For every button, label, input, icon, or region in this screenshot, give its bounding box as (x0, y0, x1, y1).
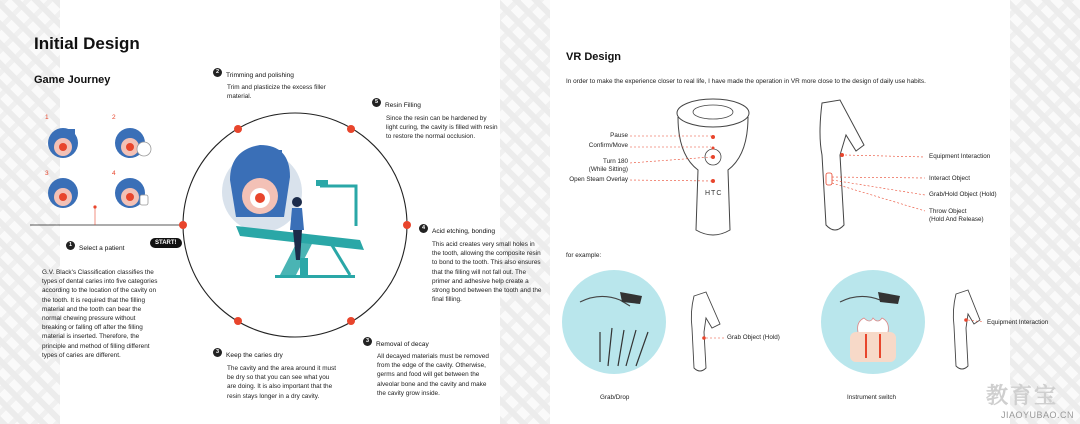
step-5 (372, 94, 421, 112)
label-pause: Pause (610, 132, 628, 139)
thumb-number-4: 4 (112, 170, 116, 177)
label-confirm-move: Confirm/Move (588, 142, 628, 149)
example-label: for example: (566, 252, 602, 259)
journey-node-4 (403, 221, 411, 229)
controller-leader-lines (630, 136, 711, 181)
step-6-text: All decayed materials must be removed from the edge of the cavity. Otherwise, germs and food will get between the alveolar bone and the cavity and make the cavity grow inside. (377, 353, 489, 397)
instrument-switch-illustration (821, 270, 925, 374)
ex2-controller-label: Equipment Interaction (987, 319, 1049, 326)
htc-logo: HTC (705, 190, 723, 197)
journey-node-2 (234, 125, 242, 133)
journey-node-5 (347, 125, 355, 133)
thumb-number-3: 3 (45, 170, 49, 177)
label-equipment-interaction: Equipment Interaction (929, 153, 991, 160)
controller-small-1 (691, 292, 724, 371)
start-badge: START! (150, 238, 182, 248)
label-open-steam-overlay: Open Steam Overlay (569, 176, 628, 183)
label-hold-and-release: (Hold And Release) (929, 216, 984, 223)
step-4-text: This acid creates very small holes in the tooth, allowing the composite resin to bond to the tooth. This also ensures that the filling will not fall out. The primer and adhesive help create a strong bond between the tooth and the final filling. (432, 241, 542, 304)
journey-title: Game Journey (34, 74, 111, 86)
step-4-title: Acid etching, bonding (432, 228, 496, 235)
ex2-caption: Instrument switch (847, 394, 896, 401)
step-2 (213, 64, 294, 82)
step-2-text: Trim and plasticize the excess filler material. (227, 84, 326, 101)
thumb-number-2: 2 (112, 114, 116, 121)
step-2-number: 2 (213, 68, 222, 77)
step-3 (213, 344, 283, 362)
step-4-number: 4 (419, 224, 428, 233)
watermark-url: JIAOYUBAO.CN (1000, 410, 1074, 420)
label-turn-180: Turn 180 (603, 158, 628, 165)
label-while-sitting: (While Sitting) (588, 166, 628, 173)
step-1-title: Select a patient (79, 245, 125, 252)
dental-scene-illustration (222, 145, 364, 278)
journey-node-1 (179, 221, 187, 229)
watermark-logo: 教育宝 (985, 383, 1058, 408)
page-title: Initial Design (34, 34, 140, 53)
step-6-title: Removal of decay (376, 341, 429, 348)
grab-drop-illustration (562, 270, 666, 374)
ex1-controller-label: Grab Object (Hold) (727, 334, 780, 341)
watermark-pattern-middle (500, 0, 550, 424)
example-illustrations (560, 262, 1080, 392)
step-3-title: Keep the caries dry (226, 352, 283, 359)
step-3-text: The cavity and the area around it must be dry so that you can see what you are doing. It is also important that the resin stays longer in a dry cavity. (227, 365, 337, 400)
label-throw-object: Throw Object (929, 208, 967, 215)
vr-title: VR Design (566, 51, 622, 63)
side-leader-lines (832, 155, 925, 211)
label-interact-object: Interact Object (929, 175, 970, 182)
step-2-title: Trimming and polishing (226, 72, 294, 79)
step-5-number: 5 (372, 98, 381, 107)
journey-node-6 (347, 317, 355, 325)
journey-node-3 (234, 317, 242, 325)
step-6 (363, 333, 429, 351)
controller-side-illustration (820, 100, 864, 230)
vr-intro: In order to make the experience closer to real life, I have made the operation in VR more close to the design of daily use habits. (566, 78, 926, 85)
step-1 (66, 237, 124, 255)
label-grab-hold-object: Grab/Hold Object (Hold) (929, 191, 997, 198)
step-5-text: Since the resin can be hardened by light curing, the cavity is filled with resin to restore the normal occlusion. (386, 115, 498, 141)
controller-small-2 (953, 290, 984, 369)
step-1-number: 1 (66, 241, 75, 250)
ex1-caption: Grab/Drop (600, 394, 630, 401)
step-6-number: 3 (363, 337, 372, 346)
controller-front-illustration (677, 99, 749, 235)
step-3-number: 3 (213, 348, 222, 357)
classification-text: G.V. Black's Classification classifies the types of dental caries into five categories according to the location of the cavity on the tooth. It is required that the filling material and the tooth can bear the normal chewing pressure without breaking or falling off after the filling material is inserted. Therefore, the principle and method of filling different types of caries are different. (42, 269, 158, 359)
step-4 (419, 220, 495, 238)
thumb-number-1: 1 (45, 114, 49, 121)
step-5-title: Resin Filling (385, 102, 421, 109)
